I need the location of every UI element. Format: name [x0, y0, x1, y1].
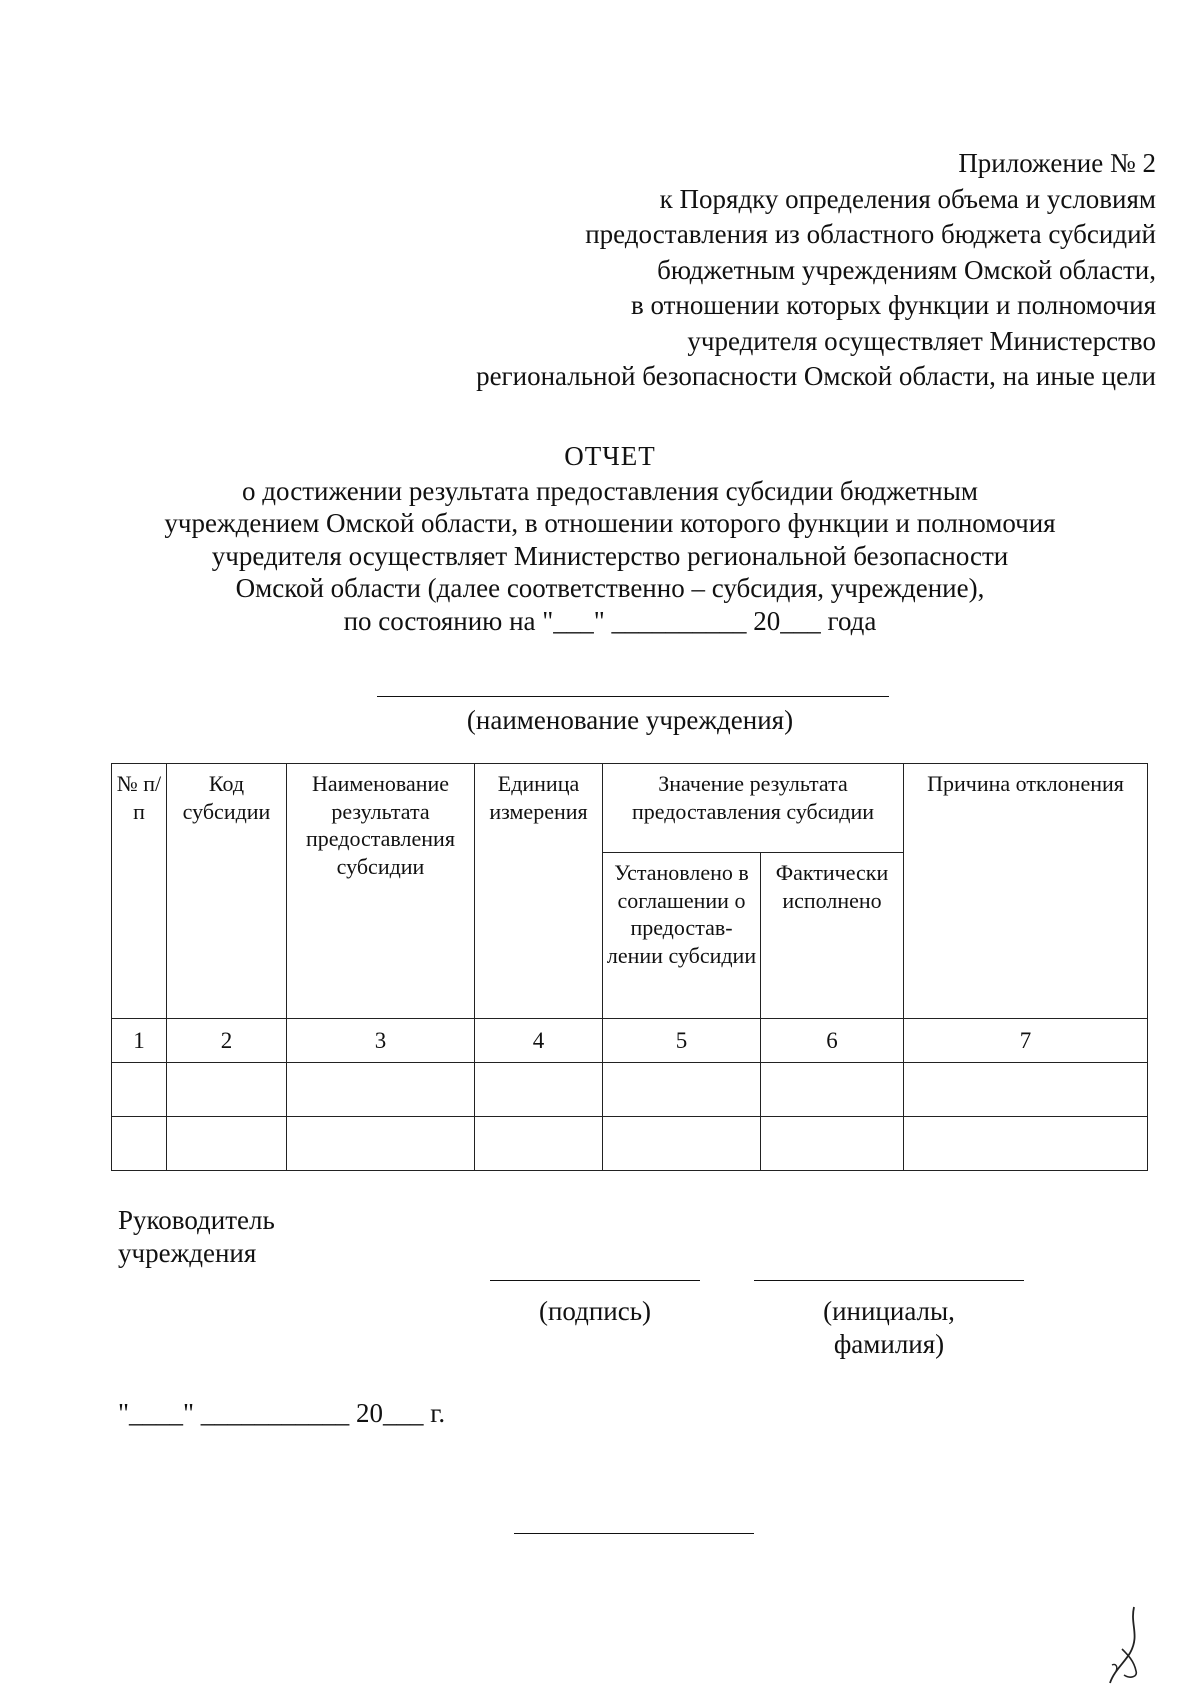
table-row — [112, 1063, 1148, 1117]
table-cell[interactable] — [761, 1117, 904, 1171]
signer-role — [118, 1204, 275, 1270]
name-line[interactable] — [754, 1280, 1024, 1281]
table-cell[interactable] — [603, 1063, 761, 1117]
report-date-line: по состоянию на "___" __________ 20___ года — [343, 605, 877, 636]
table-cell[interactable] — [287, 1117, 475, 1171]
table-cell[interactable] — [904, 1117, 1148, 1171]
header-result-name: Наименование результата предоставления субсидии — [287, 764, 475, 1019]
header-unit: Единица измерения — [475, 764, 603, 1019]
report-title: ОТЧЕТ — [564, 441, 656, 471]
name-caption — [754, 1295, 1024, 1361]
header-planned: Установлено в соглашении о предостав- лении субсидии — [603, 853, 761, 1019]
institution-name-line[interactable] — [377, 696, 889, 697]
institution-caption: (наименование учреждения) — [466, 705, 794, 735]
report-subtitle-line: учреждением Омской области, в отношении которого функции и полномочия — [164, 508, 1056, 538]
header-value-group: Значение результата предоставления субсидии — [603, 764, 904, 853]
signature-caption: (подпись) — [538, 1296, 652, 1326]
column-number: 5 — [603, 1019, 761, 1063]
closing-line — [514, 1533, 754, 1534]
table-cell[interactable] — [112, 1117, 167, 1171]
name-caption-line: фамилия) — [833, 1329, 945, 1359]
column-number-row — [112, 1019, 1148, 1063]
signer-role-line: Руководитель — [118, 1205, 275, 1235]
appendix-line: учредителя осуществляет Министерство — [687, 325, 1156, 356]
appendix-line: бюджетным учреждениям Омской области, — [657, 254, 1156, 285]
report-subtitle-line: Омской области (далее соответственно – субсидия, учреждение), — [235, 573, 985, 603]
table-cell[interactable] — [603, 1117, 761, 1171]
table-cell[interactable] — [904, 1063, 1148, 1117]
column-number: 1 — [112, 1019, 167, 1063]
table-cell[interactable] — [287, 1063, 475, 1117]
report-title-block — [110, 440, 1110, 637]
header-actual: Фактически исполнено — [761, 853, 904, 1019]
table-cell[interactable] — [761, 1063, 904, 1117]
handwritten-mark-icon — [1100, 1605, 1160, 1685]
table-row — [112, 1117, 1148, 1171]
table-cell[interactable] — [475, 1063, 603, 1117]
column-number: 4 — [475, 1019, 603, 1063]
appendix-line: Приложение № 2 — [958, 148, 1156, 178]
appendix-line: в отношении которых функции и полномочия — [630, 290, 1156, 320]
table-cell[interactable] — [475, 1117, 603, 1171]
table-cell[interactable] — [167, 1063, 287, 1117]
header-num: № п/п — [112, 764, 167, 1019]
signature-date: "____" ___________ 20___ г. — [118, 1398, 446, 1428]
table-cell[interactable] — [112, 1063, 167, 1117]
signer-role-line: учреждения — [118, 1238, 257, 1268]
appendix-header — [476, 146, 1156, 395]
name-caption-line: (инициалы, — [823, 1296, 955, 1326]
header-code: Код субсидии — [167, 764, 287, 1019]
signature-line[interactable] — [490, 1280, 700, 1281]
column-number: 3 — [287, 1019, 475, 1063]
column-number: 2 — [167, 1019, 287, 1063]
report-table — [111, 763, 1148, 1171]
report-subtitle-line: учредителя осуществляет Министерство региональной безопасности — [211, 540, 1009, 571]
table-cell[interactable] — [167, 1117, 287, 1171]
appendix-line: предоставления из областного бюджета субсидий — [585, 219, 1156, 249]
appendix-line: к Порядку определения объема и условиям — [659, 183, 1156, 214]
column-number: 6 — [761, 1019, 904, 1063]
header-reason: Причина отклонения — [904, 764, 1148, 1019]
column-number: 7 — [904, 1019, 1148, 1063]
appendix-line: региональной безопасности Омской области, на иные цели — [476, 361, 1156, 391]
report-subtitle-line: о достижении результата предоставления субсидии бюджетным — [242, 475, 978, 506]
